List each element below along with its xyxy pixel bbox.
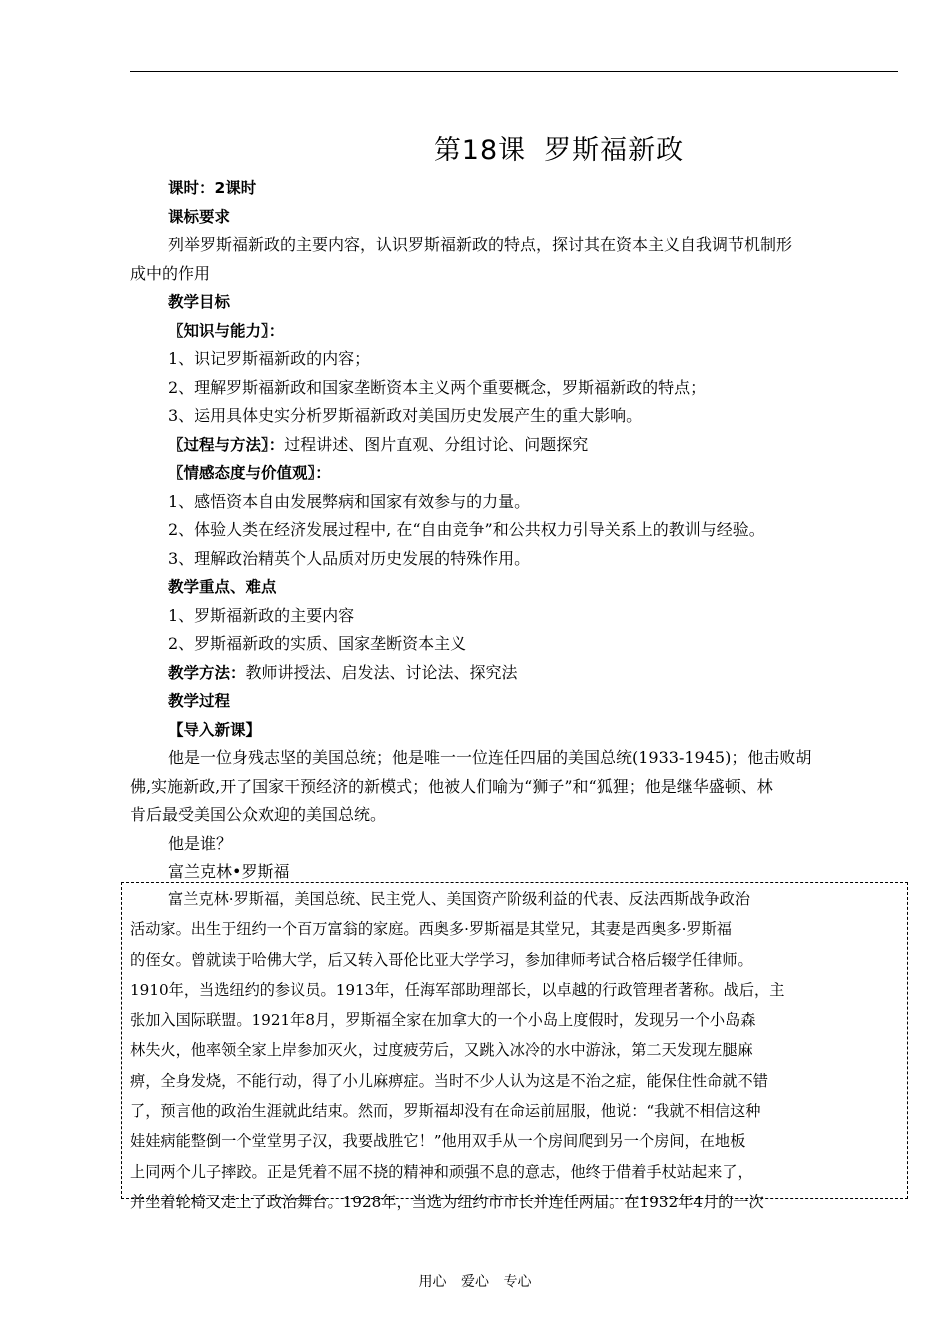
answer: 富兰克林•罗斯福 — [168, 862, 290, 881]
bio-line: 1910年，当选纽约的参议员。1913年，任海军部助理部长，以卓越的行政管理者著称。战后，主 — [130, 980, 785, 999]
procedure-heading: 教学过程 — [168, 692, 231, 710]
knowledge-item: 3、运用具体史实分析罗斯福新政对美国历史发展产生的重大影响。 — [168, 406, 643, 425]
method-text: 教师讲授法、启发法、讨论法、探究法 — [245, 662, 518, 682]
method-label: 教学方法： — [168, 663, 246, 682]
emotion-item: 3、理解政治精英个人品质对历史发展的特殊作用。 — [168, 548, 531, 568]
bio-line: 林失火，他率领全家上岸参加灭火，过度疲劳后，又跳入冰冷的水中游泳，第二天发现左腿麻 — [130, 1041, 753, 1060]
keypoint-item: 2、罗斯福新政的实质、国家垄断资本主义 — [168, 634, 467, 653]
process-line — [130, 431, 900, 460]
bio-line: 了，预言他的政治生涯就此结束。然而，罗斯福却没有在命运前屈服，他说：“我就不相信这种 — [130, 1102, 761, 1121]
page-title — [130, 128, 898, 167]
knowledge-item: 2、理解罗斯福新政和国家垄断资本主义两个重要概念，罗斯福新政的特点； — [168, 377, 707, 397]
process-text: 过程讲述、图片直观、分组讨论、问题探究 — [284, 434, 589, 454]
method-line — [130, 659, 900, 688]
bio-line: 并坐着轮椅又走上了政治舞台。1928年，当选为纽约市市长并连任两届。在1932年4月的一次 — [130, 1192, 764, 1211]
bio-line: 张加入国际联盟。1921年8月，罗斯福全家在加拿大的一个小岛上度假时，发现另一个小岛森 — [130, 1011, 756, 1030]
standards-heading: 课标要求 — [168, 207, 231, 226]
bio-line: 富兰克林·罗斯福，美国总统、民主党人、美国资产阶级利益的代表、反法西斯战争政治 — [168, 890, 750, 908]
bio-line: 娃娃病能整倒一个堂堂男子汉，我要战胜它！”他用双手从一个房间爬到另一个房间，在地板 — [130, 1132, 746, 1151]
process-label: 〖过程与方法〗： — [168, 435, 285, 454]
keypoints-heading: 教学重点、难点 — [168, 578, 277, 596]
class-hours: 课时：2课时 — [168, 179, 257, 197]
keypoint-item: 1、罗斯福新政的主要内容 — [168, 605, 355, 625]
emotion-item: 1、感悟资本自由发展弊病和国家有效参与的力量。 — [168, 491, 531, 511]
standards-text-1: 列举罗斯福新政的主要内容，认识罗斯福新政的特点，探讨其在资本主义自我调节机制形 — [168, 235, 793, 254]
knowledge-heading: 〖知识与能力〗： — [168, 321, 285, 340]
bio-line: 活动家。出生于纽约一个百万富翁的家庭。西奥多·罗斯福是其堂兄，其妻是西奥多·罗斯福 — [130, 920, 732, 939]
lesson-name: 罗斯福新政 — [544, 135, 685, 166]
header-rule — [130, 71, 898, 72]
bio-line: 的侄女。曾就读于哈佛大学，后又转入哥伦比亚大学学习，参加律师考试合格后辍学任律师。 — [130, 950, 753, 969]
biography-text — [130, 884, 906, 1217]
main-content — [130, 174, 900, 887]
question: 他是谁？ — [168, 833, 233, 853]
intro-heading: 【导入新课】 — [168, 720, 262, 739]
bio-line: 上同两个儿子摔跤。正是凭着不屈不挠的精神和顽强不息的意志，他终于借着手杖站起来了， — [130, 1162, 753, 1181]
emotion-heading: 〖情感态度与价值观〗： — [168, 464, 331, 482]
emotion-item: 2、体验人类在经济发展过程中, 在“自由竞争”和公共权力引导关系上的教训与经验。 — [168, 520, 765, 539]
intro-line: 他是一位身残志坚的美国总统；他是唯一一位连任四届的美国总统(1933-1945)；他击败胡 — [168, 748, 812, 767]
knowledge-item: 1、识记罗斯福新政的内容； — [168, 349, 371, 368]
page-footer: 用心 爱心 专心 — [418, 1274, 532, 1290]
intro-line: 佛,实施新政,开了国家干预经济的新模式；他被人们喻为“狮子”和“狐狸；他是继华盛顿、林 — [130, 776, 773, 796]
lesson-number: 第18课 — [433, 135, 527, 166]
goals-heading: 教学目标 — [168, 293, 231, 311]
intro-line: 肯后最受美国公众欢迎的美国总统。 — [130, 805, 387, 824]
standards-text-2: 成中的作用 — [130, 263, 211, 283]
bio-line: 痹，全身发烧，不能行动，得了小儿麻痹症。当时不少人认为这是不治之症，能保住性命就不错 — [130, 1071, 768, 1090]
